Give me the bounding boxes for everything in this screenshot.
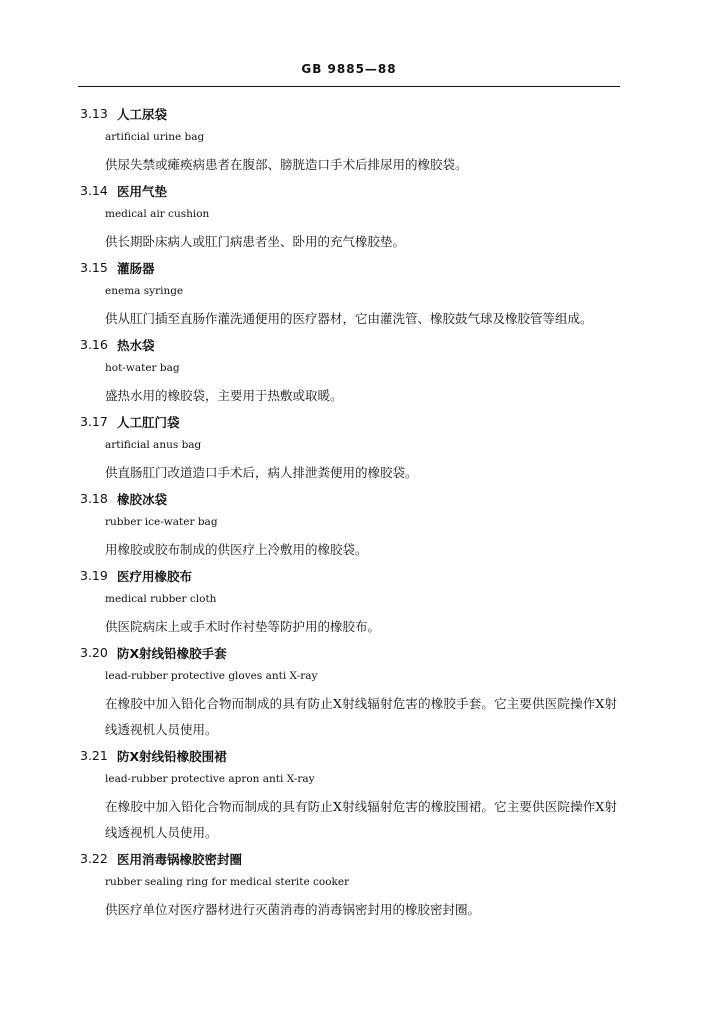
term-list: [0, 104, 724, 926]
term-english: rubber sealing ring for medical sterite cooker: [105, 876, 350, 888]
term-english: rubber ice-water bag: [105, 516, 218, 528]
standard-number: GB 9885—88: [301, 62, 397, 76]
term-heading: [0, 412, 724, 436]
term-chinese: 医疗用橡胶布: [117, 569, 193, 584]
term-entry: [0, 489, 724, 563]
term-entry: [0, 746, 724, 846]
term-entry: [0, 643, 724, 743]
term-heading: [0, 643, 724, 667]
term-english: hot-water bag: [105, 362, 180, 374]
term-number: 3.17: [80, 414, 108, 429]
term-english: medical air cushion: [105, 208, 210, 220]
term-entry: [0, 566, 724, 640]
term-entry: [0, 258, 724, 332]
term-entry: [0, 412, 724, 486]
term-chinese: 橡胶冰袋: [117, 492, 168, 507]
term-entry: [0, 849, 724, 923]
term-definition: 供医疗单位对医疗器材进行灭菌消毒的消毒锅密封用的橡胶密封圈。: [105, 902, 481, 917]
term-number: 3.16: [80, 337, 108, 352]
term-number: 3.21: [80, 748, 108, 763]
term-chinese: 灌肠器: [117, 261, 155, 276]
term-definition: 在橡胶中加入铅化合物而制成的具有防止X射线辐射危害的橡胶手套。它主要供医院操作X射线透视机人员使用。: [105, 696, 617, 737]
term-definition: 供从肛门插至直肠作灌洗通便用的医疗器材，它由灌洗管、橡胶鼓气球及橡胶管等组成。: [105, 311, 593, 326]
term-number: 3.19: [80, 568, 108, 583]
term-number: 3.14: [80, 183, 108, 198]
term-number: 3.18: [80, 491, 108, 506]
term-english: lead-rubber protective apron anti X-ray: [105, 773, 315, 785]
term-definition: 用橡胶或胶布制成的供医疗上冷敷用的橡胶袋。: [105, 542, 368, 557]
term-heading: [0, 181, 724, 205]
term-chinese: 人工肛门袋: [117, 415, 180, 430]
term-definition: 供医院病床上或手术时作衬垫等防护用的橡胶布。: [105, 619, 381, 634]
term-definition: 供尿失禁或瘫痪病患者在腹部、膀胱造口手术后排尿用的橡胶袋。: [105, 157, 468, 172]
term-entry: [0, 104, 724, 178]
term-number: 3.20: [80, 645, 108, 660]
term-number: 3.22: [80, 851, 108, 866]
term-entry: [0, 181, 724, 255]
term-heading: [0, 849, 724, 873]
term-chinese: 人工尿袋: [117, 107, 168, 122]
term-definition: 在橡胶中加入铅化合物而制成的具有防止X射线辐射危害的橡胶围裙。它主要供医院操作X射线透视机人员使用。: [105, 799, 617, 840]
term-chinese: 医用消毒锅橡胶密封圈: [117, 852, 243, 867]
term-chinese: 防X射线铅橡胶围裙: [117, 749, 227, 764]
term-english: artificial anus bag: [105, 439, 202, 451]
term-english: lead-rubber protective gloves anti X-ray: [105, 670, 318, 682]
page-header: [78, 58, 620, 87]
term-entry: [0, 335, 724, 409]
term-heading: [0, 489, 724, 513]
term-heading: [0, 746, 724, 770]
term-heading: [0, 335, 724, 359]
term-definition: 供直肠肛门改道造口手术后，病人排泄粪便用的橡胶袋。: [105, 465, 418, 480]
term-definition: 盛热水用的橡胶袋，主要用于热敷或取暖。: [105, 388, 343, 403]
term-heading: [0, 258, 724, 282]
term-number: 3.15: [80, 260, 108, 275]
term-heading: [0, 104, 724, 128]
term-chinese: 防X射线铅橡胶手套: [117, 646, 227, 661]
term-heading: [0, 566, 724, 590]
term-chinese: 医用气垫: [117, 184, 168, 199]
term-number: 3.13: [80, 106, 108, 121]
term-chinese: 热水袋: [117, 338, 155, 353]
term-definition: 供长期卧床病人或肛门病患者坐、卧用的充气橡胶垫。: [105, 234, 406, 249]
term-english: artificial urine bag: [105, 131, 205, 143]
term-english: enema syringe: [105, 285, 184, 297]
term-english: medical rubber cloth: [105, 593, 217, 605]
